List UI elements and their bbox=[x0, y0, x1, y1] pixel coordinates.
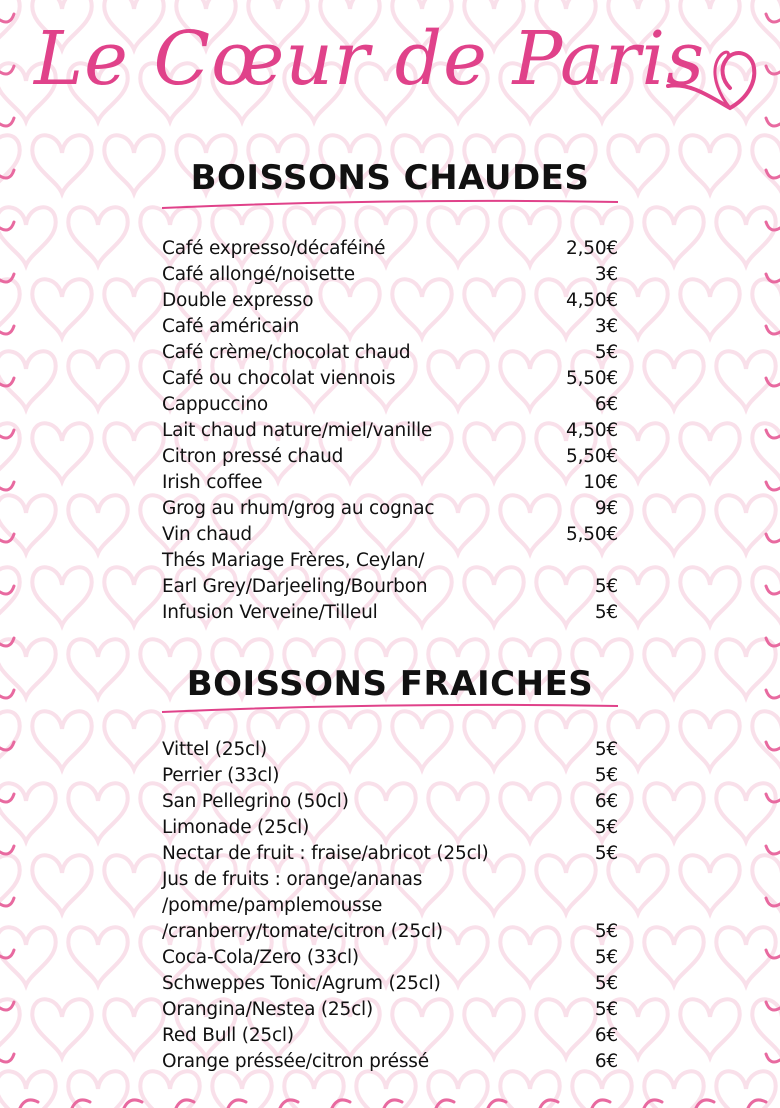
menu-item bbox=[162, 470, 618, 496]
menu-item-price: 6€ bbox=[594, 1025, 618, 1046]
menu-item bbox=[162, 548, 618, 600]
menu-item bbox=[162, 496, 618, 522]
menu-item-price: 5,50€ bbox=[566, 524, 618, 545]
menu-item-name: Red Bull (25cl) bbox=[162, 1025, 294, 1046]
menu-item-price: 5,50€ bbox=[566, 446, 618, 467]
menu-item-name: Café ou chocolat viennois bbox=[162, 368, 396, 389]
menu-item-name: Thés Mariage Frères, Ceylan/ Earl Grey/Darjeeling/Bourbon bbox=[162, 550, 428, 597]
menu-item-name: Orangina/Nestea (25cl) bbox=[162, 999, 374, 1020]
section-title-cold-drinks: BOISSONS FRAICHES bbox=[186, 664, 594, 704]
menu-item-name: Cappuccino bbox=[162, 394, 268, 415]
menu-item-name: Nectar de fruit : fraise/abricot (25cl) bbox=[162, 843, 489, 864]
menu-item-price: 5€ bbox=[594, 576, 618, 597]
menu-item-name: Café américain bbox=[162, 316, 300, 337]
heart-icon bbox=[660, 38, 760, 118]
menu-item-price: 6€ bbox=[594, 791, 618, 812]
menu-item bbox=[162, 366, 618, 392]
menu-item-price: 4,50€ bbox=[566, 420, 618, 441]
menu-item-name: Limonade (25cl) bbox=[162, 817, 310, 838]
menu-item bbox=[162, 522, 618, 548]
menu-item-price: 10€ bbox=[583, 472, 618, 493]
menu-item-name: San Pellegrino (50cl) bbox=[162, 791, 349, 812]
menu-item-price: 5€ bbox=[594, 342, 618, 363]
menu-item-price: 5€ bbox=[594, 817, 618, 838]
menu-item-price: 5€ bbox=[594, 765, 618, 786]
menu-item-name: Vin chaud bbox=[162, 524, 252, 545]
menu-item-name: Coca-Cola/Zero (33cl) bbox=[162, 947, 359, 968]
menu-item-price: 3€ bbox=[594, 316, 618, 337]
menu-item-price: 5€ bbox=[594, 973, 618, 994]
menu-item-price: 2,50€ bbox=[566, 238, 618, 259]
menu-item bbox=[162, 971, 618, 997]
menu-item-name: Lait chaud nature/miel/vanille bbox=[162, 420, 433, 441]
menu-item-name: Café expresso/décaféiné bbox=[162, 238, 386, 259]
menu-item-name: Jus de fruits : orange/ananas /pomme/pamplemousse /cranberry/tomate/citron (25cl) bbox=[162, 869, 443, 942]
menu-item bbox=[162, 997, 618, 1023]
menu-item-name: Infusion Verveine/Tilleul bbox=[162, 602, 378, 623]
menu-item bbox=[162, 763, 618, 789]
menu-item-price: 6€ bbox=[594, 394, 618, 415]
menu-item-name: Perrier (33cl) bbox=[162, 765, 280, 786]
section-underline bbox=[160, 198, 620, 210]
menu-item-name: Café crème/chocolat chaud bbox=[162, 342, 411, 363]
menu-item-name: Vittel (25cl) bbox=[162, 739, 267, 760]
menu-item bbox=[162, 600, 618, 626]
menu-item bbox=[162, 236, 618, 262]
menu-item bbox=[162, 1049, 618, 1075]
menu-item-price: 5€ bbox=[594, 739, 618, 760]
menu-item-name: Grog au rhum/grog au cognac bbox=[162, 498, 435, 519]
hot-drinks-list bbox=[162, 236, 618, 626]
menu-item-name: Citron pressé chaud bbox=[162, 446, 344, 467]
menu-item-price: 5€ bbox=[594, 843, 618, 864]
brand-logo bbox=[20, 10, 760, 130]
menu-item bbox=[162, 444, 618, 470]
menu-item-price: 5,50€ bbox=[566, 368, 618, 389]
menu-item bbox=[162, 867, 618, 945]
menu-item-price: 5€ bbox=[594, 921, 618, 942]
section-underline bbox=[160, 702, 620, 714]
menu-item-price: 5€ bbox=[594, 999, 618, 1020]
menu-item-price: 4,50€ bbox=[566, 290, 618, 311]
menu-item-name: Double expresso bbox=[162, 290, 314, 311]
menu-item bbox=[162, 418, 618, 444]
menu-item bbox=[162, 815, 618, 841]
menu-item-price: 3€ bbox=[594, 264, 618, 285]
section-title-hot-drinks: BOISSONS CHAUDES bbox=[190, 158, 590, 198]
cold-drinks-list bbox=[162, 737, 618, 1075]
menu-item bbox=[162, 841, 618, 867]
menu-item bbox=[162, 314, 618, 340]
menu-item-price: 6€ bbox=[594, 1051, 618, 1072]
menu-item-name: Orange préssée/citron préssé bbox=[162, 1051, 429, 1072]
menu-item bbox=[162, 340, 618, 366]
menu-item-price: 5€ bbox=[594, 947, 618, 968]
menu-item-name: Café allongé/noisette bbox=[162, 264, 355, 285]
menu-item bbox=[162, 288, 618, 314]
menu-item bbox=[162, 1023, 618, 1049]
menu-item bbox=[162, 737, 618, 763]
menu-item bbox=[162, 262, 618, 288]
menu-item bbox=[162, 392, 618, 418]
brand-title: Le Cœur de Paris bbox=[34, 16, 706, 102]
menu-item-price: 9€ bbox=[594, 498, 618, 519]
menu-item bbox=[162, 945, 618, 971]
menu-item-price: 5€ bbox=[594, 602, 618, 623]
menu-item-name: Irish coffee bbox=[162, 472, 263, 493]
menu-item bbox=[162, 789, 618, 815]
menu-item-name: Schweppes Tonic/Agrum (25cl) bbox=[162, 973, 441, 994]
